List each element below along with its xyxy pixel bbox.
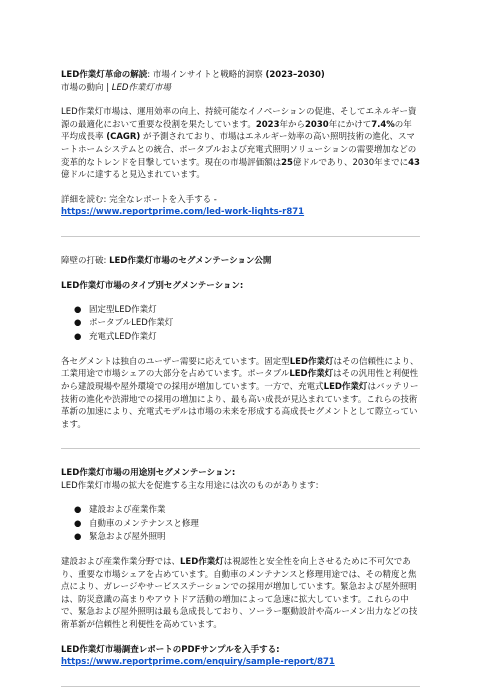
segmentation-heading: 障壁の打破: LED作業灯市場のセグメンテーション公開 xyxy=(61,255,272,266)
bullet-icon: ● xyxy=(74,518,82,529)
intro-paragraph: LED作業灯市場は、運用効率の向上、持続可能なイノベーションの促進、そしてエネルギー資源の最適化において重要な役割を果たしています。2023年から2030年にかけて7.4%の年平均成長率 (CAGR) が予測されており、市場はエネルギー効率の高い照明技術の進化、スマートホームシステムとの統合、ポータブルおよび充電式照明ソリューションの需要増加などの変革的なトレンドを目撃しています。現在の市場評価額は25億ドルであり、2030年までに43億ドルに達すると見込まれています。 xyxy=(61,107,420,181)
bullet-icon: ● xyxy=(74,505,82,516)
application-heading: LED作業灯市場の用途別セグメンテーション: xyxy=(61,468,236,479)
type-heading: LED作業灯市場のタイプ別セグメンテーション: xyxy=(61,280,244,291)
subtitle-left: 市場の動向 | xyxy=(61,82,112,93)
bullet-icon: ● xyxy=(74,305,82,316)
document-title xyxy=(61,69,420,82)
title-rest: : 市場インサイトと戦略的洞察 xyxy=(147,70,266,80)
list-item: ● 緊急および屋外照明 xyxy=(61,531,420,544)
list-item: ● 固定型LED作業灯 xyxy=(61,304,420,317)
type-paragraph: 各セグメントは独自のユーザー需要に応えています。固定型LED作業灯はその信頼性により、工業用途で市場シェアの大部分を占めています。ポータブルLED作業灯はその汎用性と利便性から建設現場や屋外環境での採用が増加しています。一方で、充電式LED作業灯はバッテリー技術の進化や渋滞地での採用の増加により、最も高い成長が見込まれています。これらの技術革新の加速により、充電式モデルは市場の未来を形成する高成長セグメントとして際立っています。 xyxy=(61,356,419,430)
application-paragraph: 建設および産業作業分野では、LED作業灯は視認性と安全性を向上させるために不可欠であり、重要な市場シェアを占めています。自動車のメンテナンスと修理用途では、その精度と焦点により、ガレージやサービスステーションでの採用が増加しています。緊急および屋外照明は、防災意識の高まりやアウトドア活動の増加によって急速に拡大しています。これらの中で、緊急および屋外照明は最も急成長しており、ソーラー駆動設計や高ルーメン出力などの技術革新が信頼性と利便性を高めています。 xyxy=(61,557,418,631)
divider-2 xyxy=(61,448,420,449)
read-more-label: 詳細を読む: 完全なレポートを入手する - xyxy=(61,194,217,205)
list-item: ● 建設および産業作業 xyxy=(61,504,420,517)
application-subheading: LED作業灯市場の拡大を促進する主な用途には次のものがあります: xyxy=(61,480,319,491)
list-item: ● 充電式LED作業灯 xyxy=(61,331,420,344)
subtitle-right: LED作業灯市場 xyxy=(111,82,171,93)
title-prefix: LED xyxy=(61,70,80,80)
divider-1 xyxy=(61,236,420,237)
report-link[interactable]: https://www.reportprime.com/led-work-lights-r871 xyxy=(61,207,305,218)
bullet-icon: ● xyxy=(74,318,82,329)
bullet-icon: ● xyxy=(74,531,82,542)
list-item: ● ポータブルLED作業灯 xyxy=(61,317,420,330)
sample-label: LED作業灯市場調査レポートのPDFサンプルを入手する: xyxy=(61,644,280,655)
sample-report-link[interactable]: https://www.reportprime.com/enquiry/sample-report/871 xyxy=(61,657,335,668)
title-years: (2023–2030) xyxy=(265,70,325,80)
bullet-icon: ● xyxy=(74,331,82,342)
list-item: ● 自動車のメンテナンスと修理 xyxy=(61,518,420,531)
title-main: 作業灯革命の解読 xyxy=(79,70,148,80)
application-list xyxy=(61,504,420,544)
type-list xyxy=(61,304,420,344)
document-subtitle xyxy=(61,82,420,95)
